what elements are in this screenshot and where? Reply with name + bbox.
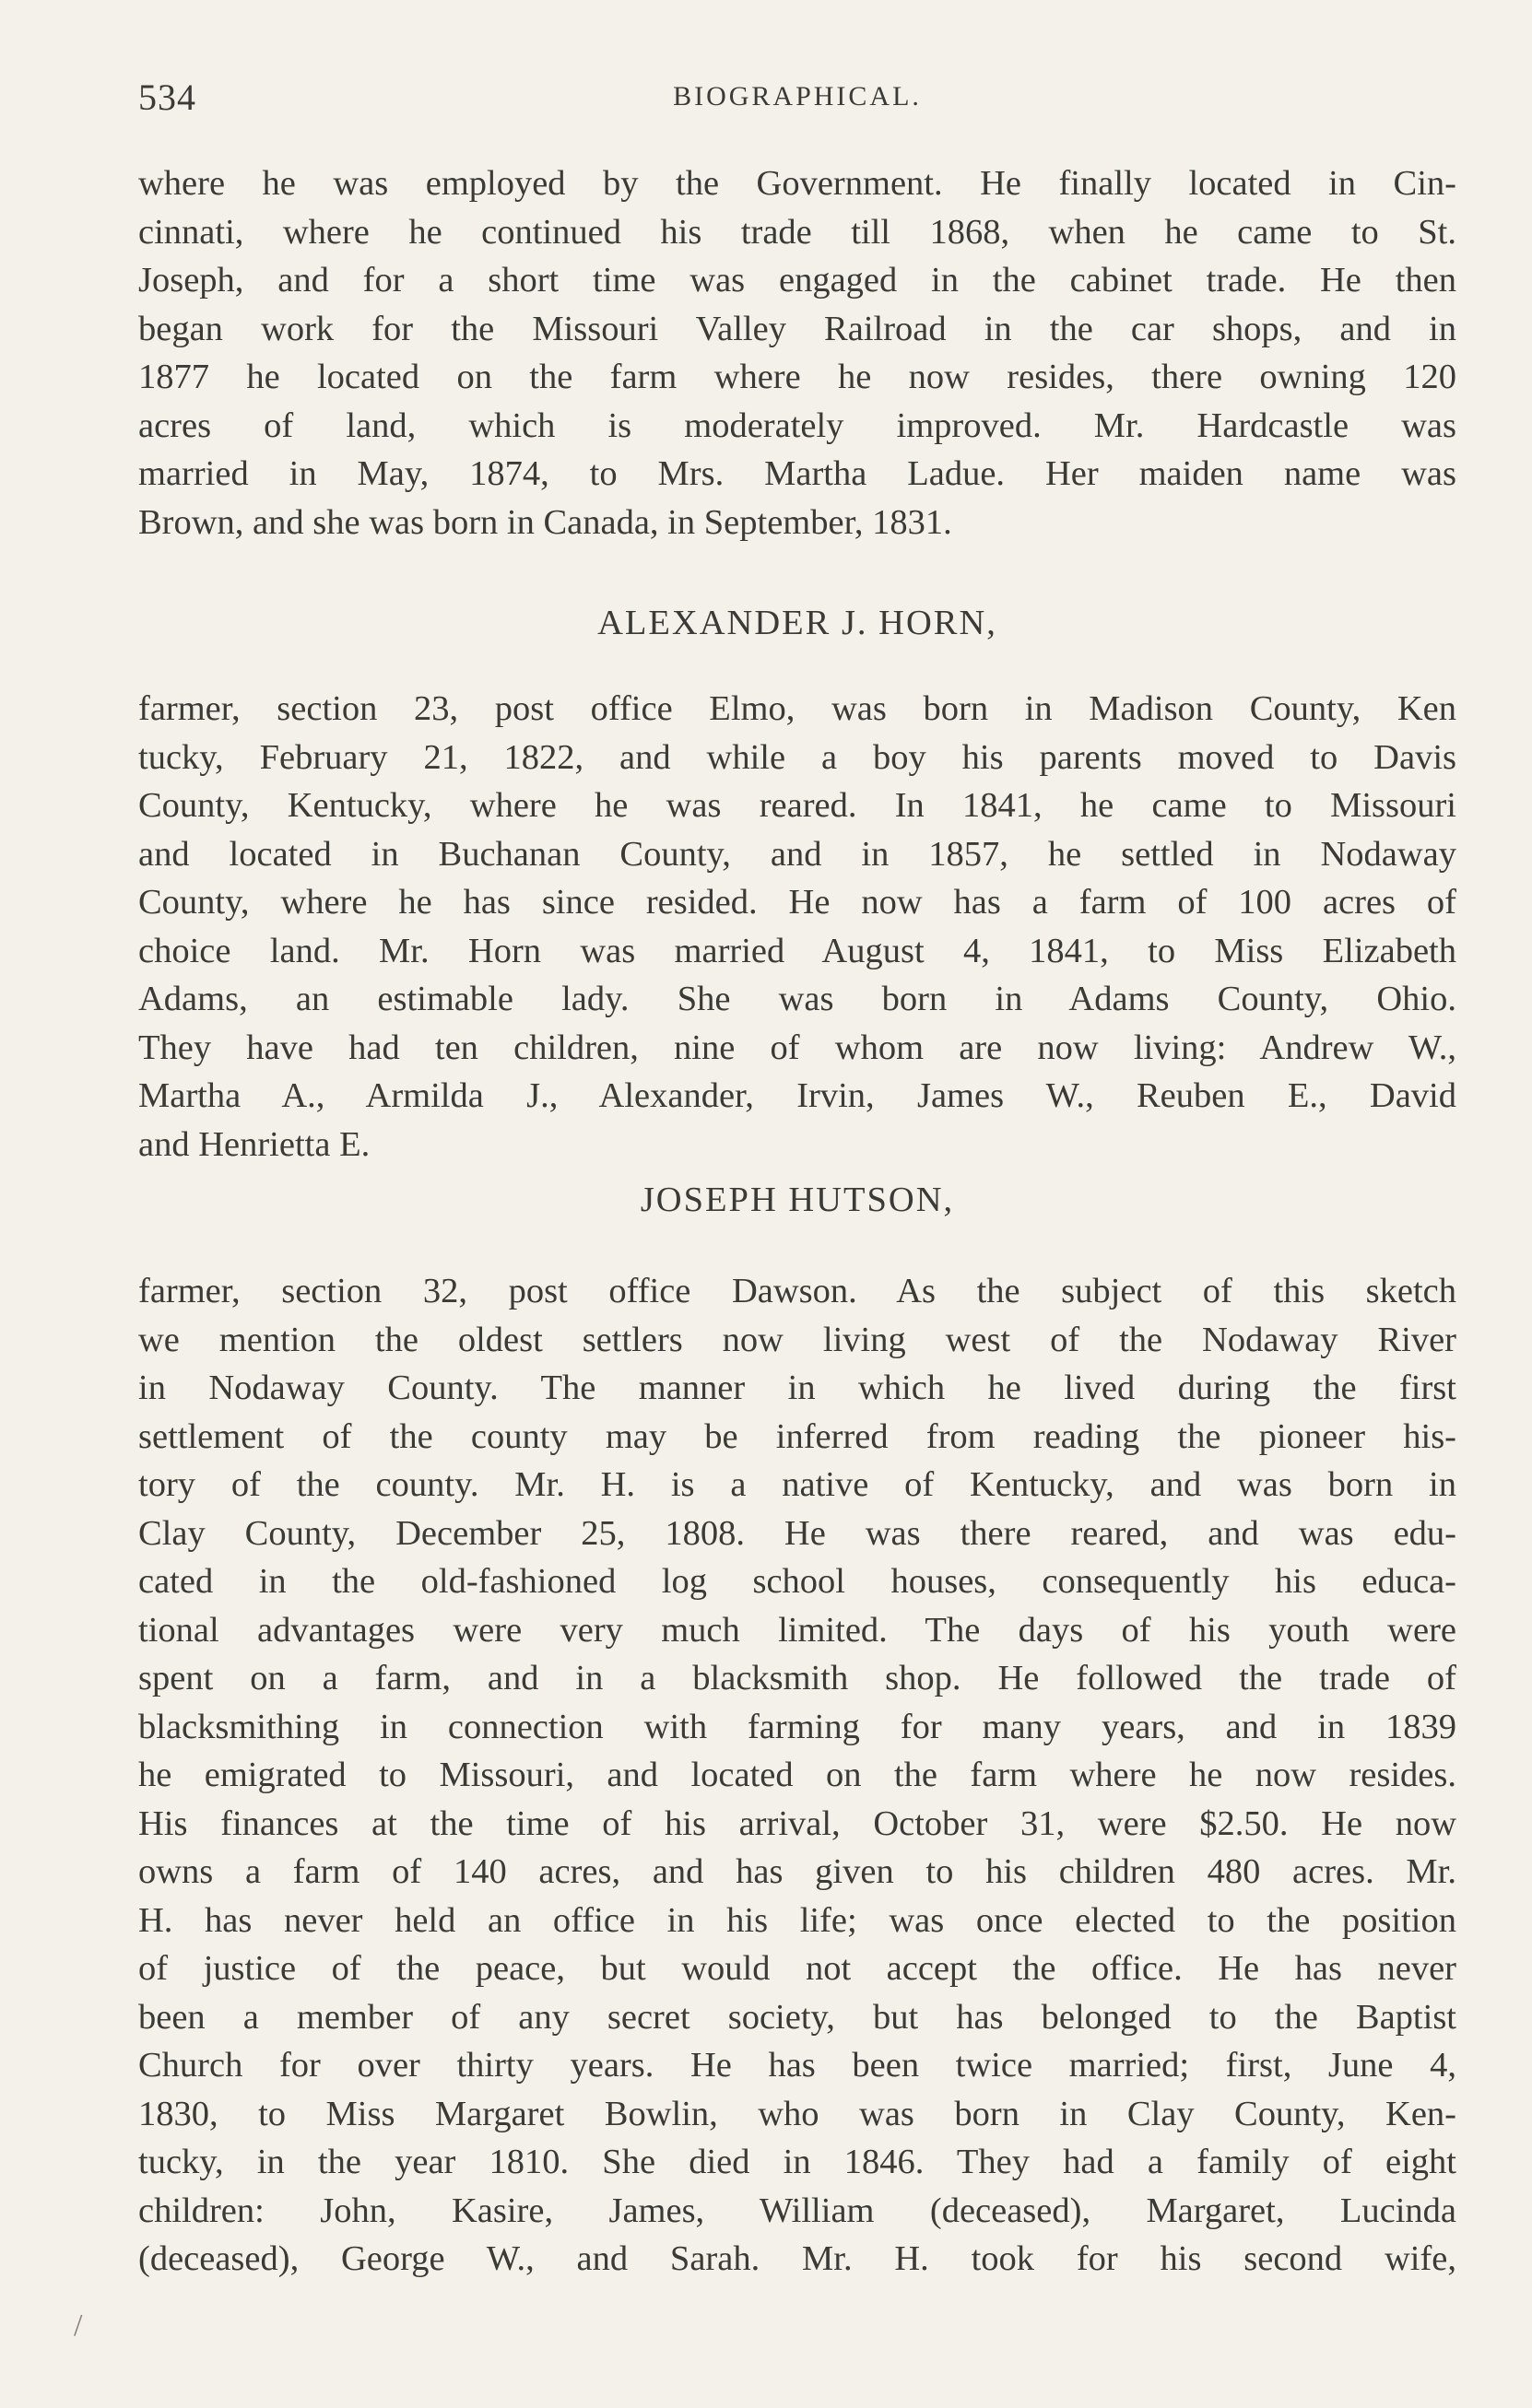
text-line: tory of the county. Mr. H. is a native of Kentucky, and was born in xyxy=(138,1465,1456,1504)
text-line: owns a farm of 140 acres, and has given to his children 480 acres. Mr. xyxy=(138,1852,1456,1891)
text-line: and located in Buchanan County, and in 1857, he settled in Nodaway xyxy=(138,834,1456,874)
text-line: settlement of the county may be inferred from reading the pioneer his- xyxy=(138,1416,1456,1456)
text-line: Clay County, December 25, 1808. He was there reared, and was edu- xyxy=(138,1513,1456,1553)
text-line: His finances at the time of his arrival, October 31, were $2.50. He now xyxy=(138,1803,1456,1843)
text-line: tional advantages were very much limited. The days of his youth were xyxy=(138,1610,1456,1650)
paragraph-horn xyxy=(138,685,1456,1169)
stray-pencil-mark: / xyxy=(74,2308,83,2343)
text-line: 1877 he located on the farm where he now resides, there owning 120 xyxy=(138,358,1456,396)
page-number: 534 xyxy=(138,76,196,118)
text-line: we mention the oldest settlers now living west of the Nodaway River xyxy=(138,1320,1456,1359)
text-line: children: John, Kasire, James, William (deceased), Margaret, Lucinda xyxy=(138,2191,1456,2230)
section-heading-horn: ALEXANDER J. HORN, xyxy=(597,604,997,642)
text-line: (deceased), George W., and Sarah. Mr. H. took for his second wife, xyxy=(138,2239,1456,2278)
text-line: began work for the Missouri Valley Railroad in the car shops, and in xyxy=(138,309,1456,348)
text-line: been a member of any secret society, but has belonged to the Baptist xyxy=(138,1997,1456,2037)
text-line: Church for over thirty years. He has been twice married; first, June 4, xyxy=(138,2046,1456,2085)
text-line: in Nodaway County. The manner in which he lived during the first xyxy=(138,1368,1456,1407)
text-line: County, where he has since resided. He now has a farm of 100 acres of xyxy=(138,883,1456,922)
running-header xyxy=(138,76,1456,131)
text-line: and Henrietta E. xyxy=(138,1124,371,1164)
running-title: BIOGRAPHICAL. xyxy=(673,81,922,112)
text-line: farmer, section 32, post office Dawson. As the subject of this sketch xyxy=(138,1272,1456,1310)
text-line: acres of land, which is moderately improved. Mr. Hardcastle was xyxy=(138,405,1456,445)
paragraph-hutson xyxy=(138,1267,1456,2284)
text-line: cated in the old-fashioned log school houses, consequently his educa- xyxy=(138,1562,1456,1601)
paragraph-hardcastle-continued xyxy=(138,159,1456,546)
text-line: Brown, and she was born in Canada, in September, 1831. xyxy=(138,502,952,542)
text-line: choice land. Mr. Horn was married August 4, 1841, to Miss Elizabeth xyxy=(138,931,1456,970)
text-line: blacksmithing in connection with farming for many years, and in 1839 xyxy=(138,1707,1456,1746)
text-line: tucky, in the year 1810. She died in 1846. They had a family of eight xyxy=(138,2143,1456,2181)
text-line: H. has never held an office in his life; was once elected to the position xyxy=(138,1900,1456,1940)
text-line: tucky, February 21, 1822, and while a boy his parents moved to Davis xyxy=(138,737,1456,777)
section-heading-hutson: JOSEPH HUTSON, xyxy=(640,1181,955,1219)
text-line: Adams, an estimable lady. She was born in Adams County, Ohio. xyxy=(138,980,1456,1018)
text-line: farmer, section 23, post office Elmo, was born in Madison County, Ken xyxy=(138,689,1456,728)
text-line: where he was employed by the Government. He finally located in Cin- xyxy=(138,164,1456,203)
text-line: married in May, 1874, to Mrs. Martha Ladue. Her maiden name was xyxy=(138,454,1456,493)
text-line: cinnati, where he continued his trade till 1868, when he came to St. xyxy=(138,212,1456,252)
text-line: spent on a farm, and in a blacksmith shop. He followed the trade of xyxy=(138,1659,1456,1697)
text-line: he emigrated to Missouri, and located on the farm where he now resides. xyxy=(138,1756,1456,1794)
text-line: County, Kentucky, where he was reared. In 1841, he came to Missouri xyxy=(138,786,1456,825)
text-line: of justice of the peace, but would not accept the office. He has never xyxy=(138,1949,1456,1988)
text-line: 1830, to Miss Margaret Bowlin, who was born in Clay County, Ken- xyxy=(138,2094,1456,2133)
text-line: They have had ten children, nine of whom are now living: Andrew W., xyxy=(138,1028,1456,1067)
text-line: Martha A., Armilda J., Alexander, Irvin, James W., Reuben E., David xyxy=(138,1076,1456,1115)
text-line: Joseph, and for a short time was engaged in the cabinet trade. He then xyxy=(138,261,1456,300)
